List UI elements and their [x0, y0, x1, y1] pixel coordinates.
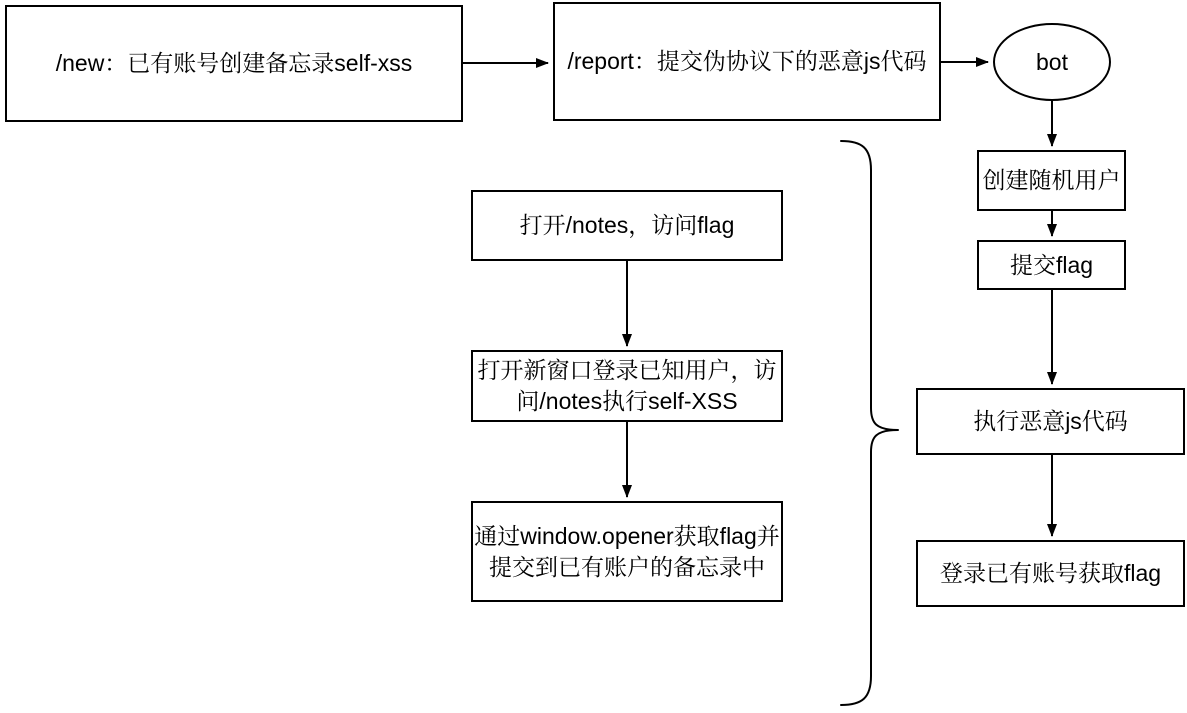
flow-node-login-flag [916, 540, 1185, 607]
flow-node-open-notes-label: 打开/notes，访问flag [519, 212, 735, 238]
flow-node-window-opener-line2: 提交到已有账户的备忘录中 [489, 553, 765, 580]
flow-node-report [553, 2, 941, 121]
flow-node-create-user-label: 创建随机用户 [982, 167, 1121, 193]
flow-node-exec-js-label: 执行恶意js代码 [973, 408, 1128, 434]
flow-node-create-user [977, 150, 1126, 211]
flow-node-bot-label: bot [1036, 48, 1068, 75]
flow-node-bot [993, 23, 1111, 101]
flow-node-open-window-line2: 问/notes执行self-XSS [516, 388, 738, 414]
flow-node-window-opener [471, 501, 783, 602]
flow-node-open-window-line1: 打开新窗口登录已知用户，访 [477, 357, 777, 383]
flow-node-submit-flag [977, 240, 1126, 290]
flow-node-login-flag-label: 登录已有账号获取flag [939, 560, 1162, 586]
flow-node-exec-js [916, 388, 1185, 455]
flow-node-open-notes [471, 190, 783, 261]
flow-node-window-opener-line1: 通过window.opener获取flag并 [474, 522, 780, 549]
flow-node-new [5, 5, 463, 122]
flow-node-report-label: /report：提交伪协议下的恶意js代码 [567, 48, 927, 74]
flow-node-new-label: /new：已有账号创建备忘录self-xss [55, 50, 413, 76]
flow-node-submit-flag-label: 提交flag [1009, 251, 1094, 278]
curly-brace [841, 141, 898, 705]
flow-node-open-window [471, 350, 783, 422]
